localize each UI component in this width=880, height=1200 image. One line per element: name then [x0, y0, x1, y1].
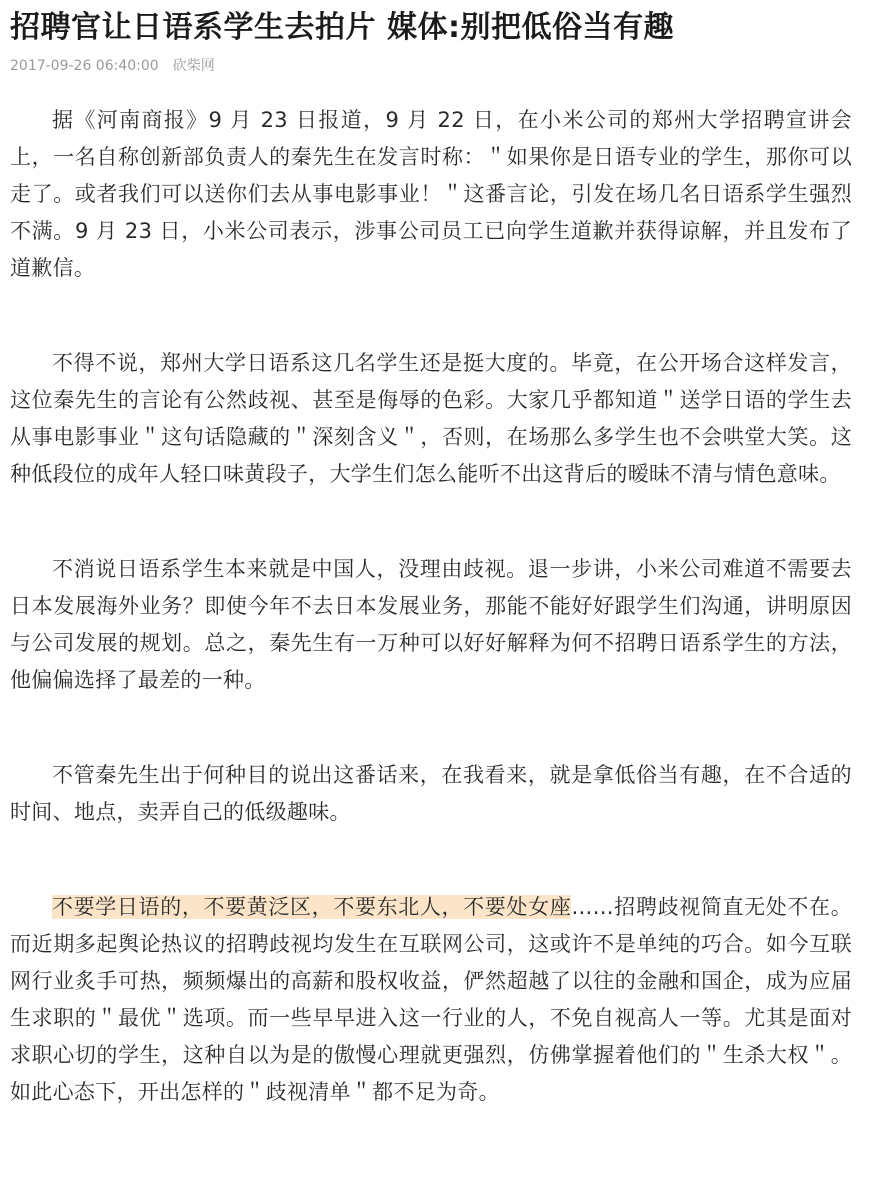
paragraph-1: 据《河南商报》9 月 23 日报道，9 月 22 日，在小米公司的郑州大学招聘宣讲会上，一名自称创新部负责人的秦先生在发言时称：＂如果你是日语专业的学生，那你可以走了。或者我们可以送你们去从事电影事业！＂这番言论，引发在场几名日语系学生强烈不满。9 月 23 日，小米公司表示，涉事公司员工已向学生道歉并获得谅解，并且发布了道歉信。 [10, 108, 852, 280]
paragraph-2: 不得不说，郑州大学日语系这几名学生还是挺大度的。毕竟，在公开场合这样发言，这位秦先生的言论有公然歧视、甚至是侮辱的色彩。大家几乎都知道＂送学日语的学生去从事电影事业＂这句话隐藏的＂深刻含义＂，否则，在场那么多学生也不会哄堂大笑。这种低段位的成年人轻口味黄段子，大学生们怎么能听不出这背后的暧昧不清与情色意味。 [10, 351, 852, 486]
article-source: 砍柴网 [172, 58, 215, 74]
paragraph-5-text: ……招聘歧视简直无处不在。而近期多起舆论热议的招聘歧视均发生在互联网公司，这或许不是单纯的巧合。如今互联网行业炙手可热，频频爆出的高薪和股权收益，俨然超越了以往的金融和国企，成为应届生求职的＂最优＂选项。而一些早早进入这一行业的人，不免自视高人一等。尤其是面对求职心切的学生，这种自以为是的傲慢心理就更强烈，仿佛掌握着他们的＂生杀大权＂。如此心态下，开出怎样的＂歧视清单＂都不足为奇。 [10, 895, 852, 1104]
paragraph-5 [10, 889, 852, 1111]
publish-date: 2017-09-26 06:40:00 [10, 58, 159, 74]
article-title: 招聘官让日语系学生去拍片 媒体:别把低俗当有趣 [10, 10, 674, 45]
article-meta [10, 56, 852, 76]
article-body [10, 102, 852, 1111]
paragraph-4: 不管秦先生出于何种目的说出这番话来，在我看来，就是拿低俗当有趣，在不合适的时间、地点，卖弄自己的低级趣味。 [10, 763, 852, 824]
highlighted-text: 不要学日语的，不要黄泛区，不要东北人，不要处女座 [52, 895, 572, 919]
paragraph-3: 不消说日语系学生本来就是中国人，没理由歧视。退一步讲，小米公司难道不需要去日本发展海外业务？即使今年不去日本发展业务，那能不能好好跟学生们沟通，讲明原因与公司发展的规划。总之，秦先生有一万种可以好好解释为何不招聘日语系学生的方法，他偏偏选择了最差的一种。 [10, 557, 852, 692]
